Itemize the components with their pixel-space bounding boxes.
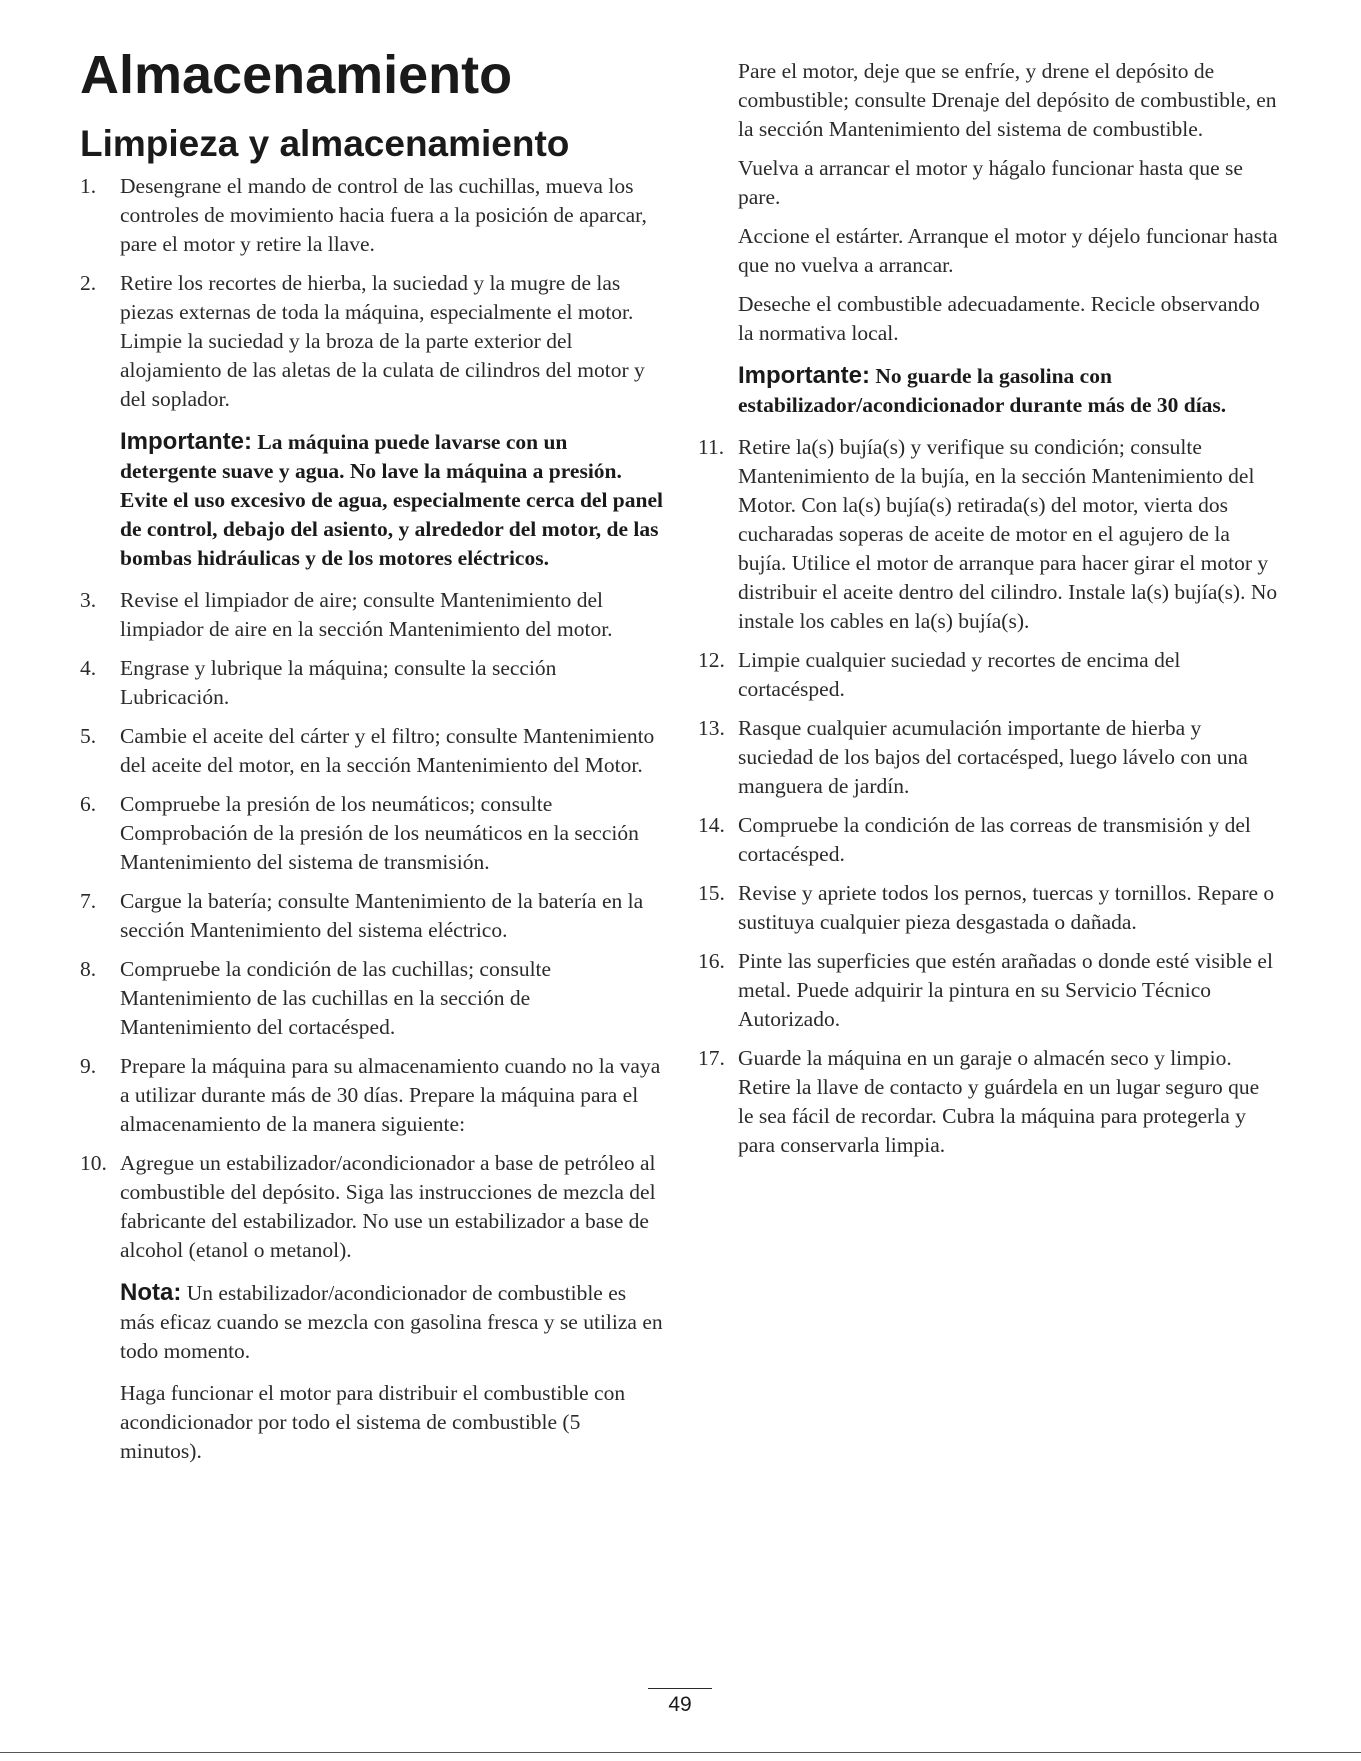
step-number: 15. (698, 881, 725, 905)
note-label: Nota: (120, 1279, 182, 1306)
step-text: Limpie cualquier suciedad y recortes de encima del cortacésped. (738, 648, 1181, 701)
step-text: Revise y apriete todos los pernos, tuercas y tornillos. Repare o sustituya cualquier pieza desgastada o dañada. (738, 881, 1275, 934)
step-number: 14. (698, 813, 725, 837)
step-item (80, 1052, 665, 1139)
section-heading: Limpieza y almacenamiento (80, 123, 570, 164)
important-text: No guarde la gasolina con estabilizador/acondicionador durante más de 30 días. (738, 364, 1227, 417)
left-content (80, 172, 665, 1466)
step-number: 1. (80, 174, 97, 198)
page-title: Almacenamiento (80, 45, 513, 105)
step-text: Agregue un estabilizador/acondicionador a base de petróleo al combustible del depósito. Siga las instrucciones de mezcla del fabricante del estabilizador. No use un estabilizador a base de alcohol (etanol o metanol). (120, 1151, 656, 1262)
step-item (698, 879, 1278, 937)
paragraph: Pare el motor, deje que se enfríe, y drene el depósito de combustible; consulte Drenaje del depósito de combustible, en la sección Mantenimiento del sistema de combustible. (738, 59, 1277, 141)
step-number: 9. (80, 1054, 97, 1078)
step-item (698, 1044, 1278, 1160)
step-text: Desengrane el mando de control de las cuchillas, mueva los controles de movimiento hacia fuera a la posición de aparcar, pare el motor y retire la llave. (120, 174, 647, 256)
step-number: 10. (80, 1151, 107, 1175)
paragraph: Accione el estárter. Arranque el motor y déjelo funcionar hasta que no vuelva a arrancar. (738, 224, 1278, 277)
step-item (80, 1149, 665, 1265)
step-text: Compruebe la condición de las cuchillas; consulte Mantenimiento de las cuchillas en la sección de Mantenimiento del cortacésped. (120, 957, 552, 1039)
step-text: Engrase y lubrique la máquina; consulte la sección Lubricación. (120, 656, 557, 709)
step-text: Retire la(s) bujía(s) y verifique su condición; consulte Mantenimiento de la bujía, en la sección Mantenimiento del Motor. Con la(s) bujía(s) retirada(s) del motor, vierta dos cucharadas soperas de aceite de motor en el agujero de la bujía. Utilice el motor de arranque para hacer girar el motor y distribuir el aceite dentro del cilindro. Instale la(s) bujía(s). No instale los cables en la(s) bujía(s). (738, 435, 1278, 633)
page-number: 49 (668, 1693, 692, 1716)
step-text: Guarde la máquina en un garaje o almacén seco y limpio. Retire la llave de contacto y guárdela en un lugar seguro que le sea fácil de recordar. Cubra la máquina para protegerla y para conservarla limpia. (738, 1046, 1260, 1157)
important-label: Importante: (738, 362, 870, 389)
step-item (698, 947, 1278, 1034)
step-text: Compruebe la presión de los neumáticos; consulte Comprobación de la presión de los neumáticos en la sección Mantenimiento del sistema de transmisión. (120, 792, 639, 874)
step-number: 17. (698, 1046, 725, 1070)
footer-divider (648, 1688, 712, 1689)
paragraph: Vuelva a arrancar el motor y hágalo funcionar hasta que se pare. (738, 156, 1243, 209)
step-text: Pinte las superficies que estén arañadas o donde esté visible el metal. Puede adquirir la pintura en su Servicio Técnico Autorizado. (738, 949, 1273, 1031)
step-number: 12. (698, 648, 725, 672)
important-callout (80, 427, 665, 573)
step-item (80, 722, 665, 780)
important-callout (738, 361, 1278, 420)
step-number: 7. (80, 889, 97, 913)
step-item (80, 790, 665, 877)
step-item (80, 269, 665, 414)
step-text: Retire los recortes de hierba, la suciedad y la mugre de las piezas externas de toda la máquina, especialmente el motor. Limpie la suciedad y la broza de la parte exterior del alojamiento de las aletas de la culata de cilindros del motor y del soplador. (120, 271, 645, 411)
step-item (80, 586, 665, 644)
step-text: Compruebe la condición de las correas de transmisión y del cortacésped. (738, 813, 1251, 866)
right-content (698, 57, 1278, 1160)
paragraph: Haga funcionar el motor para distribuir el combustible con acondicionador por todo el sistema de combustible (5 minutos). (120, 1381, 626, 1463)
step-item (80, 172, 665, 259)
step-text: Prepare la máquina para su almacenamiento cuando no la vaya a utilizar durante más de 30 días. Prepare la máquina para el almacenamiento de la manera siguiente: (120, 1054, 661, 1136)
step-item (698, 714, 1278, 801)
step-text: Rasque cualquier acumulación importante de hierba y suciedad de los bajos del cortacésped, luego lávelo con una manguera de jardín. (738, 716, 1248, 798)
step-number: 2. (80, 271, 97, 295)
step-item (80, 887, 665, 945)
note-text: Un estabilizador/acondicionador de combustible es más eficaz cuando se mezcla con gasolina fresca y se utiliza en todo momento. (120, 1281, 663, 1363)
step-item (698, 646, 1278, 704)
step-number: 16. (698, 949, 725, 973)
step-text: Revise el limpiador de aire; consulte Mantenimiento del limpiador de aire en la sección Mantenimiento del motor. (120, 588, 613, 641)
step-text: Cargue la batería; consulte Mantenimiento de la batería en la sección Mantenimiento del sistema eléctrico. (120, 889, 644, 942)
step-item (698, 811, 1278, 869)
important-label: Importante: (120, 428, 252, 455)
important-text: La máquina puede lavarse con un detergente suave y agua. No lave la máquina a presión. Evite el uso excesivo de agua, especialmente cerca del panel de control, debajo del asiento, y alrededor del motor, de las bombas hidráulicas y de los motores eléctricos. (120, 430, 663, 570)
step-number: 4. (80, 656, 97, 680)
bottom-edge-rule (0, 1752, 1361, 1753)
step-number: 3. (80, 588, 97, 612)
note-callout (80, 1278, 665, 1366)
paragraph: Deseche el combustible adecuadamente. Recicle observando la normativa local. (738, 292, 1260, 345)
step-number: 8. (80, 957, 97, 981)
step-number: 11. (698, 435, 725, 459)
step-item (698, 433, 1278, 636)
step-item (80, 654, 665, 712)
step-number: 5. (80, 724, 97, 748)
step-item (80, 955, 665, 1042)
step-number: 6. (80, 792, 97, 816)
step-text: Cambie el aceite del cárter y el filtro; consulte Mantenimiento del aceite del motor, en la sección Mantenimiento del Motor. (120, 724, 655, 777)
step-number: 13. (698, 716, 725, 740)
